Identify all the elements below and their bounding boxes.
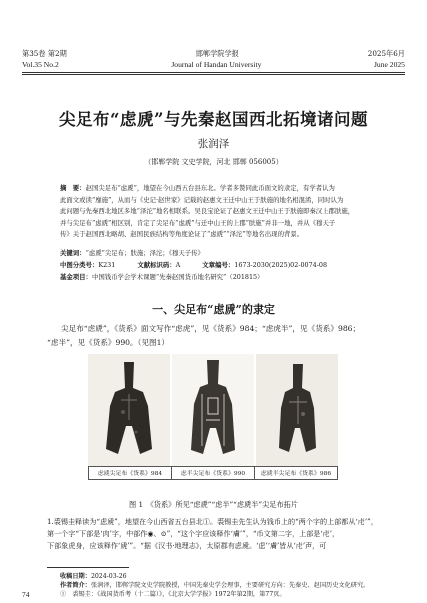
issue-date-cn: 2025年6月 xyxy=(367,49,405,58)
abstract-label: 摘 要： xyxy=(60,184,86,192)
keywords xyxy=(60,248,372,257)
figure-title: 图 1 《货系》所见“虑虒”“虑半”“虑虒半”尖足布拓片 xyxy=(128,500,299,509)
article-title: 尖足布“虑虒”与先秦赵国西北拓境诸问题 xyxy=(59,110,368,129)
body-line: 第一个字“下部是‘肉’字，中部作◉、⊙”，“这个字应该释作‘膚’”，“币文第二字，上部是‘虍’， xyxy=(47,529,340,539)
coin-rubbings-figure xyxy=(88,354,338,490)
body-line: 下部象虎身，应该释作‘虒’”。“据《汉书·地理志》，太原郡有虑虒。‘虑’‘膚’皆从‘虍’声，可 xyxy=(47,541,327,551)
abstract xyxy=(60,183,372,241)
fund-project xyxy=(60,272,372,281)
intro-line-2: “虑半”，见《货系》990。（见图1） xyxy=(47,338,170,347)
volume-cn: 第35卷 第2期 xyxy=(22,49,67,58)
section-heading: 一、尖足布“虑虒”的隶定 xyxy=(152,303,275,316)
article-no-field: 文章编号：1673-2030(2025)02-0074-08 xyxy=(202,261,328,269)
fund-label: 基金项目： xyxy=(60,273,92,281)
abstract-line: 此问题与先秦西北地区多地“泽沱”地名相联系。吴良宝论证了赵惠文王迁中山王于肤施即秦汉上郡肤施， xyxy=(60,207,355,216)
abstract-line: 摘 要：赵国尖足布“虑虒”，地望在今山西五台县东北。学者多赞同此币面文的隶定，有学者认为 xyxy=(60,184,335,192)
author-bio: 作者简介：张润泽，邯郸学院文史学院教授，中国先秦史学会理事，主要研究方向：先秦史、赵国历史文化研究。 xyxy=(60,582,370,589)
fund-value: 中国钱币学会学术课题“先秦赵国货币地名研究”（201815） xyxy=(91,273,264,281)
figure-caption-986: 虑虒半尖足布《货系》986 xyxy=(254,466,338,480)
received-date: 收稿日期：2024-03-26 xyxy=(60,573,127,580)
author-affiliation: （邯郸学院 文史学院，河北 邯郸 056005） xyxy=(144,158,283,166)
running-header-en xyxy=(22,60,405,69)
journal-name-cn: 邯郸学院学报 xyxy=(195,49,239,58)
running-header-cn xyxy=(22,49,405,59)
issue-date-en: June 2025 xyxy=(373,60,405,69)
classification-row xyxy=(60,260,372,269)
header-rule-thin xyxy=(22,74,405,75)
coin-rubbing-986 xyxy=(256,354,338,466)
abstract-line: 传》关于赵国西北略胡、赵国民族结构等角度论证了“虑虒”“泽沱”等地名出现的背景。 xyxy=(60,230,304,239)
body-paragraph xyxy=(47,516,387,553)
clc-field: 中图分类号：K231 xyxy=(60,261,116,269)
volume-en: Vol.35 No.2 xyxy=(22,60,59,69)
journal-name-en: Journal of Handan University xyxy=(171,60,262,69)
header-rule xyxy=(22,72,405,73)
keywords-label: 关键词： xyxy=(60,249,86,257)
figure-caption-990: 虑半尖足布《货系》990 xyxy=(171,466,255,480)
footnote-1: ① 裘锡圭：《战国货币考（十二篇）》，《北京大学学报》1972年第2期，第77页。 xyxy=(60,591,286,598)
keywords-value: “虑虒”尖足布；肤施；泽沱；《穆天子传》 xyxy=(85,249,204,257)
figure-caption-984: 虑虒尖足布《货系》984 xyxy=(88,466,172,480)
author-name: 张润泽 xyxy=(197,138,230,150)
page-number: 74 xyxy=(22,590,30,599)
abstract-line: 此面文或读“靡施”，从而与《史记·赵世家》记载的赵惠文王迁中山王于肤施的地名相混淆，同时认为 xyxy=(60,195,344,204)
abstract-line: 并与尖足布“虑虒”相区别，肯定了尖足布“虑虒”与迁中山王的上郡“肤施”并非一地，并从《穆天子 xyxy=(60,218,336,227)
coin-rubbing-990 xyxy=(172,354,254,466)
footnote-rule xyxy=(47,567,129,568)
coin-rubbing-984 xyxy=(88,354,170,466)
doc-code-field: 文献标识码：A xyxy=(137,261,181,269)
intro-line-1: 尖足布“虑虒”，《货系》面文写作“虑虎”，见《货系》984；“虑虎半”，见《货系》986； xyxy=(61,324,361,333)
body-line: 1.裘锡圭释读为“虑虒”，地望在今山西省五台县北①。裘锡圭先生认为钱币上的“两个字的上部都从‘虍’”， xyxy=(47,517,378,526)
